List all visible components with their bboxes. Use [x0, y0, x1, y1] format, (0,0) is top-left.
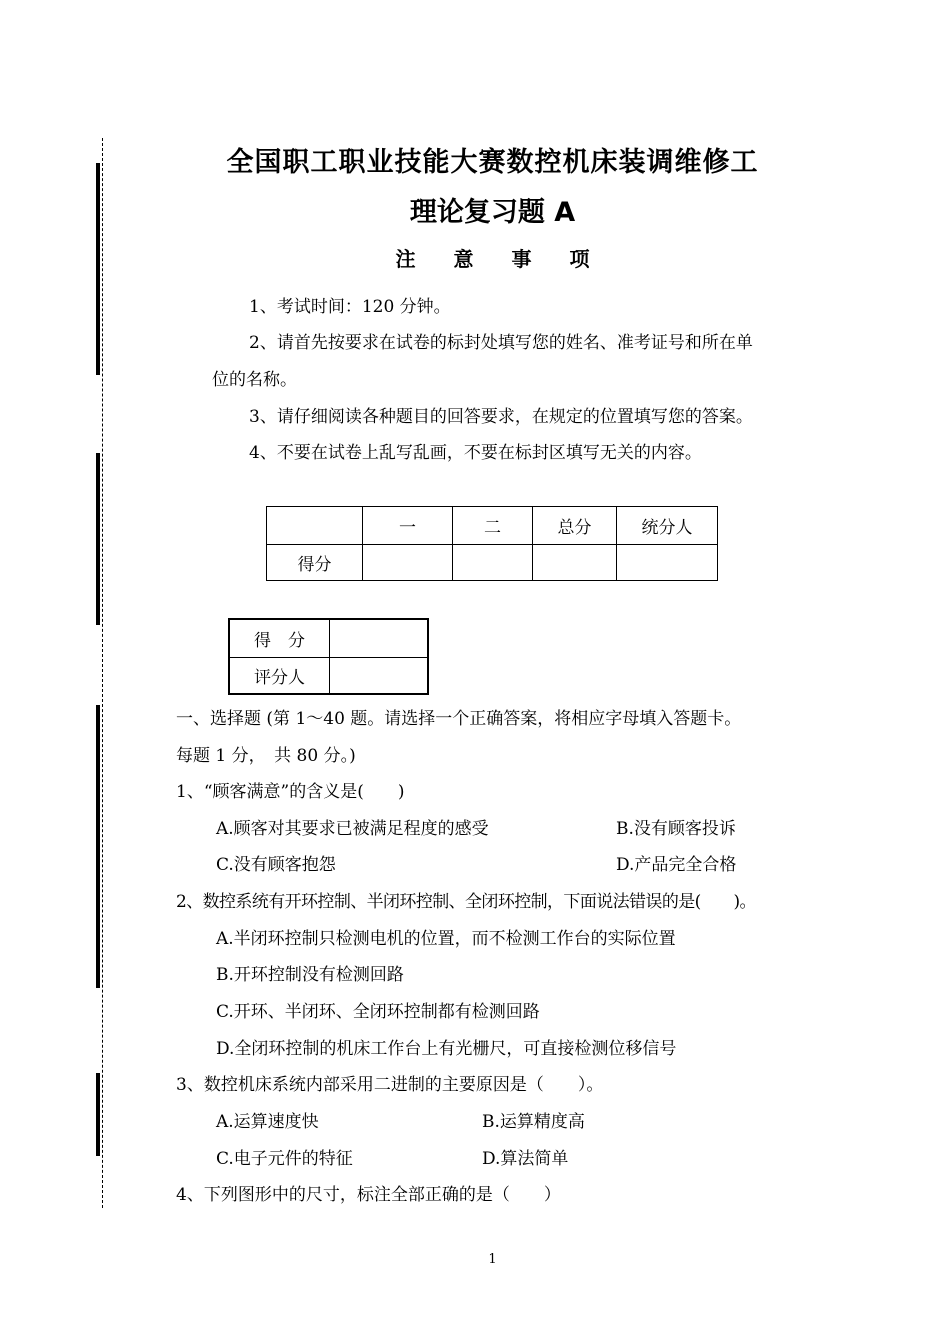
question-option: C.没有顾客抱怨: [216, 855, 336, 875]
binding-rule-2: [96, 453, 100, 625]
score-row-label: 得分: [267, 545, 363, 581]
question-option: C.开环、半闭环、全闭环控制都有检测回路: [216, 1002, 540, 1022]
question-option: B.没有顾客投诉: [616, 819, 736, 839]
question-option: D.算法简单: [482, 1149, 569, 1169]
notice-char: 注: [395, 247, 416, 271]
section-intro: 一、选择题 (第 1～40 题。请选择一个正确答案，将相应字母填入答题卡。: [176, 709, 742, 729]
score-cell[interactable]: [617, 545, 718, 581]
score-table: [266, 506, 718, 581]
notice-item-2: 2、请首先按要求在试卷的标封处填写您的姓名、准考证号和所在单: [249, 333, 753, 353]
score-header-cell: 总分: [533, 507, 617, 545]
score-cell[interactable]: [363, 545, 453, 581]
notice-item-4: 4、不要在试卷上乱写乱画，不要在标封区填写无关的内容。: [249, 443, 702, 463]
notice-heading: [0, 243, 950, 272]
score-cell[interactable]: [533, 545, 617, 581]
question-option: C.电子元件的特征: [216, 1149, 353, 1169]
notice-char: 事: [511, 247, 532, 271]
question-option: D.产品完全合格: [616, 855, 737, 875]
grader-name-cell[interactable]: [330, 657, 429, 694]
binding-rule-3: [96, 705, 100, 988]
notice-char: 意: [453, 247, 474, 271]
score-header-cell: 二: [453, 507, 533, 545]
score-cell[interactable]: [453, 545, 533, 581]
notice-item-3: 3、请仔细阅读各种题目的回答要求，在规定的位置填写您的答案。: [249, 407, 753, 427]
notice-item-1: 1、考试时间：120 分钟。: [249, 297, 451, 317]
binding-dash-line: [102, 138, 103, 1208]
question-option: B.运算精度高: [482, 1112, 585, 1132]
question-option: A.半闭环控制只检测电机的位置，而不检测工作台的实际位置: [216, 929, 676, 949]
question-stem: 4、下列图形中的尺寸，标注全部正确的是（ ）: [176, 1185, 561, 1205]
grader-table: [228, 618, 429, 695]
question-stem: 1、“顾客满意”的含义是( ): [176, 782, 405, 802]
binding-rule-4: [96, 1073, 100, 1156]
question-stem: 2、数控系统有开环控制、半闭环控制、全闭环控制，下面说法错误的是( )。: [176, 892, 756, 912]
question-option: A.运算速度快: [216, 1112, 319, 1132]
question-stem: 3、数控机床系统内部采用二进制的主要原因是（ ）。: [176, 1075, 604, 1095]
score-header-cell: [267, 507, 363, 545]
section-intro-cont: 每题 1 分， 共 80 分。): [176, 746, 356, 766]
question-option: B.开环控制没有检测回路: [216, 965, 404, 985]
notice-item-2-cont: 位的名称。: [212, 370, 297, 390]
page-number: 1: [488, 1252, 497, 1267]
page-title: 全国职工职业技能大赛数控机床装调维修工: [226, 147, 759, 178]
notice-char: 项: [569, 247, 590, 271]
grader-score-label: 得 分: [229, 619, 330, 657]
score-header-cell: 一: [363, 507, 453, 545]
grader-score-cell[interactable]: [330, 619, 429, 657]
question-option: A.顾客对其要求已被满足程度的感受: [216, 819, 489, 839]
score-header-cell: 统分人: [617, 507, 718, 545]
question-option: D.全闭环控制的机床工作台上有光栅尺，可直接检测位移信号: [216, 1039, 677, 1059]
grader-name-label: 评分人: [229, 657, 330, 694]
page-subtitle: 理论复习题 A: [409, 197, 576, 228]
